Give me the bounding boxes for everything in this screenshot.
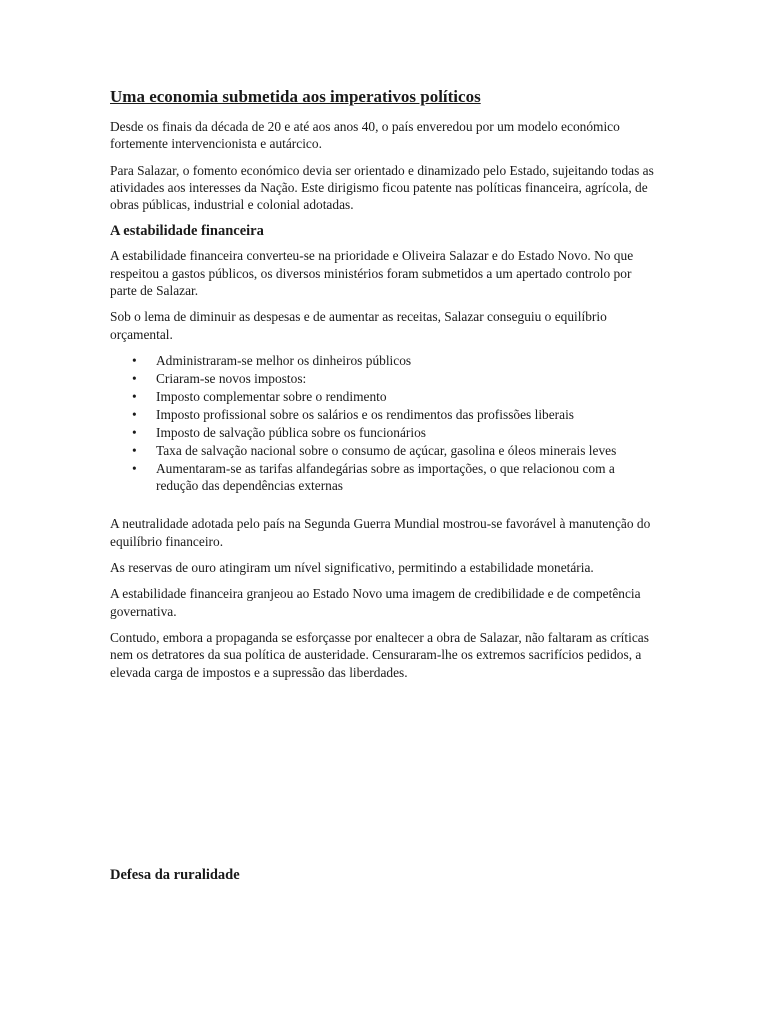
- bullet-icon: •: [132, 442, 137, 458]
- list-item-text: Criaram-se novos impostos:: [156, 370, 307, 386]
- section1-paragraph-4: As reservas de ouro atingiram um nível significativo, permitindo a estabilidade monetária.: [110, 560, 594, 576]
- list-item-text: Administraram-se melhor os dinheiros públicos: [156, 352, 412, 368]
- intro-paragraph-2: Para Salazar, o fomento económico devia ser orientado e dinamizado pelo Estado, sujeitando todas as atividades aos interesses da Nação. Este dirigismo ficou patente nas políticas financeira, agrícola, de obras públicas, industrial e colonial adotadas.: [110, 162, 654, 213]
- section-heading-financial-stability: A estabilidade financeira: [110, 223, 264, 240]
- section1-paragraph-5: A estabilidade financeira granjeou ao Estado Novo uma imagem de credibilidade e de competência governativa.: [110, 586, 641, 619]
- section1-paragraph-6: Contudo, embora a propaganda se esforçasse por enaltecer a obra de Salazar, não faltaram as críticas nem os detratores da sua política de austeridade. Censuraram-lhe os extremos sacrifícios pedidos, a elevada carga de impostos e a supressão das liberdades.: [110, 629, 649, 680]
- list-item-text: Taxa de salvação nacional sobre o consumo de açúcar, gasolina e óleos minerais leves: [156, 442, 617, 458]
- list-item-text: Imposto profissional sobre os salários e os rendimentos das profissões liberais: [156, 406, 575, 422]
- list-item: [110, 370, 658, 387]
- list-item-text: Imposto complementar sobre o rendimento: [156, 388, 387, 404]
- document-title: Uma economia submetida aos imperativos políticos: [110, 87, 481, 106]
- list-item: [110, 442, 658, 459]
- measures-bullet-list: [110, 352, 658, 495]
- list-item: [110, 352, 658, 369]
- section1-paragraph-1: A estabilidade financeira converteu-se na prioridade e Oliveira Salazar e do Estado Novo. No que respeitou a gastos públicos, os diversos ministérios foram submetidos a um apertado controlo por parte de Salazar.: [110, 248, 634, 299]
- page-gap: [110, 690, 658, 866]
- section1-paragraph-3: A neutralidade adotada pelo país na Segunda Guerra Mundial mostrou-se favorável à manutenção do equilíbrio financeiro.: [110, 516, 651, 549]
- intro-paragraph-1: Desde os finais da década de 20 e até aos anos 40, o país enveredou por um modelo económico fortemente intervencionista e autárcico.: [110, 119, 620, 152]
- section-heading-rurality: Defesa da ruralidade: [110, 866, 240, 883]
- bullet-icon: •: [132, 424, 137, 440]
- bullet-icon: •: [132, 406, 137, 422]
- bullet-icon: •: [132, 460, 137, 476]
- bullet-icon: •: [132, 370, 137, 386]
- section1-paragraph-2: Sob o lema de diminuir as despesas e de aumentar as receitas, Salazar conseguiu o equilíbrio orçamental.: [110, 309, 607, 342]
- list-item: [110, 406, 658, 423]
- list-item: [110, 424, 658, 441]
- document-page: [110, 86, 658, 891]
- list-item-text: Aumentaram-se as tarifas alfandegárias sobre as importações, o que relacionou com a redução das dependências externas: [156, 460, 615, 494]
- list-item: [110, 388, 658, 405]
- bullet-icon: •: [132, 352, 137, 368]
- list-item-text: Imposto de salvação pública sobre os funcionários: [156, 424, 426, 440]
- bullet-icon: •: [132, 388, 137, 404]
- list-item: [110, 460, 658, 495]
